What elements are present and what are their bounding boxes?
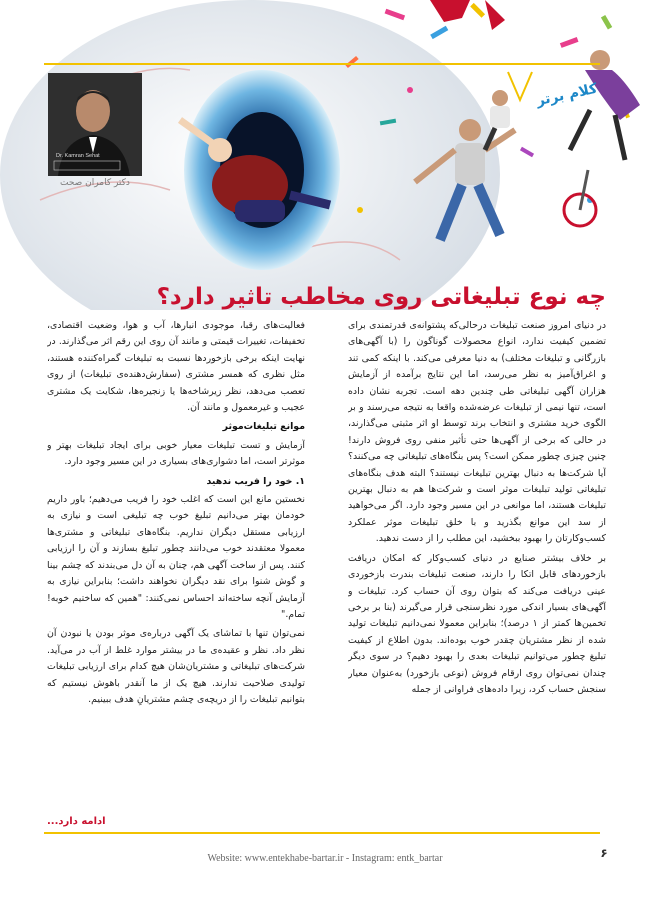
section-label: کلام برتر: [535, 80, 599, 110]
author-photo-name: Dr. Kamran Sehat: [56, 153, 100, 159]
frame-top-rule: [44, 63, 600, 65]
author-photo: [48, 73, 142, 176]
article-paragraph: نخستین مانع این است که اغلب خود را فریب می‌دهیم؛ باور داریم خودمان بهتر می‌دانیم تبلیغ خوب چه تبلیغی است و نیازی به ارزیابی مستقل دیگران نداریم. بنگاه‌های تبلیغاتی و مشتری‌ها معمولا معتقدند خوب می‌دانند چطور تبلیغ بسازند و آن را ارزیابی کنند. پس از ساخت آگهی هم، چنان به آن دل می‌بندند که چشم بینا و گوش شنوا برای نقد دیگران نخواهند داشت؛ بنابراین نیازی به آزمایش آنچه ساخته‌اند احساس نمی‌کنند: "همین که ساختیم خوبه! تمام.": [47, 494, 305, 620]
article-paragraph: بر خلاف بیشتر صنایع در دنیای کسب‌وکار که امکان دریافت بازخوردهای قابل اتکا را دارند، صنعت تبلیغات بندرت بازخوردی عینی دریافت می‌کند که بتوان روی آن حساب کرد. تبلیغات و آگهی‌های بسیار اندکی مورد نظرسنجی قرار می‌گیرند (بنا بر برخی تخمین‌ها کمتر از ۱ درصد)؛ بنابراین معمولا نمی‌دانیم تبلیغات تولید شده از نظر مشتریان چقدر خوب بوده‌اند. بدون اطلاع از کیفیت تبلیغ چطور می‌توانیم تبلیغات بعدی را بهبود دهیم؟ در سوی دیگر چندان نمی‌توان روی ارقام فروش (نوعی بازخورد) به‌عنوان معیار سنجش حساب کرد، زیرا داده‌های فراوانی از جمله: [348, 552, 606, 695]
page-number: ۶: [600, 846, 608, 860]
article-column-right: [348, 318, 606, 823]
article-column-left: [47, 318, 305, 823]
frame-bottom-rule: [44, 832, 600, 834]
footer-website: Website: www.entekhabe-bartar.ir - Instagram: entk_bartar: [207, 853, 443, 864]
author-caption: دکتر کامران صحت: [60, 178, 130, 188]
section-subheading: ۱. خود را فریب ندهید: [206, 475, 305, 487]
section-subheading: موانع تبلیغات‌موثر: [222, 421, 305, 433]
article-paragraph: نمی‌توان تنها با تماشای یک آگهی درباره‌ی موثر بودن یا نبودن آن نظر داد. نظر و عقیده‌ی ما در بیشتر موارد غلط از آب در می‌آید. شرکت‌های تبلیغاتی و مشتریان‌شان هیچ کدام برای ارزیابی تبلیغات تولیدی صلاحیت ندارند. هیچ یک از ما آنقدر باهوش نیستیم که بتوانیم تبلیغات را از دریچه‌ی چشم مشتریانِ هدف ببینیم.: [47, 628, 305, 705]
article-paragraph: در دنیای امروز صنعت تبلیغات درحالی‌که پشتوانه‌ی قدرتمندی برای تضمین کیفیت ندارد، انواع محصولات گوناگون را (با آگهی‌های بازرگانی و تبلیغات مختلف) به دنیا معرفی می‌کند. با اینکه کمی تند و اغراق‌آمیز به نظر می‌رسد، اما این نتایج برآمده از آزمایش هزاران آگهی تبلیغاتی طی چندین دهه است. تجربه نشان داده است، تنها نیمی از تبلیغات عرضه‌شده واقعا به نتیجه می‌رسند و بر الگوی خرید مشتری و انتخاب برند توسط او اثر مثبتی می‌گذارند، در حالی که برخی از آگهی‌ها حتی تأثیر منفی روی فروش دارند! چنین چیزی چطور ممکن است؟ پس بنگاه‌های تبلیغاتی چه می‌کنند؟ آیا شرکت‌ها به دنبال بهترین تبلیغات نیستند؟ البته هدف بنگاه‌های تبلیغاتی تولید تبلیغات موثر است و شرکت‌ها هم به دنبال بهترین تبلیغات هستند، اما موانعی در این مسیر وجود دارد. اگر می‌خواهید از سد این موانع بگذرید و با خلق تبلیغات موثر عملکرد کسب‌وکارتان را بهبود ببخشید، این مطلب را از دست ندهید.: [348, 320, 606, 545]
article-paragraph: فعالیت‌های رقبا، موجودی انبارها، آب و هوا، وضعیت اقتصادی، تخفیفات، تغییرات قیمتی و مانند آن روی این رقم اثر می‌گذارند. در نهایت اینکه برخی بازخوردها نسبت به تبلیغات گمراه‌کننده هستند، مثل نظری که همسر مشتری (سفارش‌دهنده‌ی تبلیغات) از روی تعصب می‌دهد، نظر زیرشاخه‌ها یا زنجیره‌ها، شکایت یک مشتری عجیب و غیرمعمول و مانند آن.: [47, 320, 305, 414]
continued-note: ادامه دارد...: [47, 816, 106, 827]
page-title: چه نوع تبلیغاتی روی مخاطب تاثیر دارد؟: [156, 284, 606, 311]
article-paragraph: آزمایش و تست تبلیغات معیار خوبی برای ایجاد تبلیغات بهتر و موثرتر است، اما دشواری‌های بسیاری در این مسیر وجود دارد.: [47, 439, 305, 468]
